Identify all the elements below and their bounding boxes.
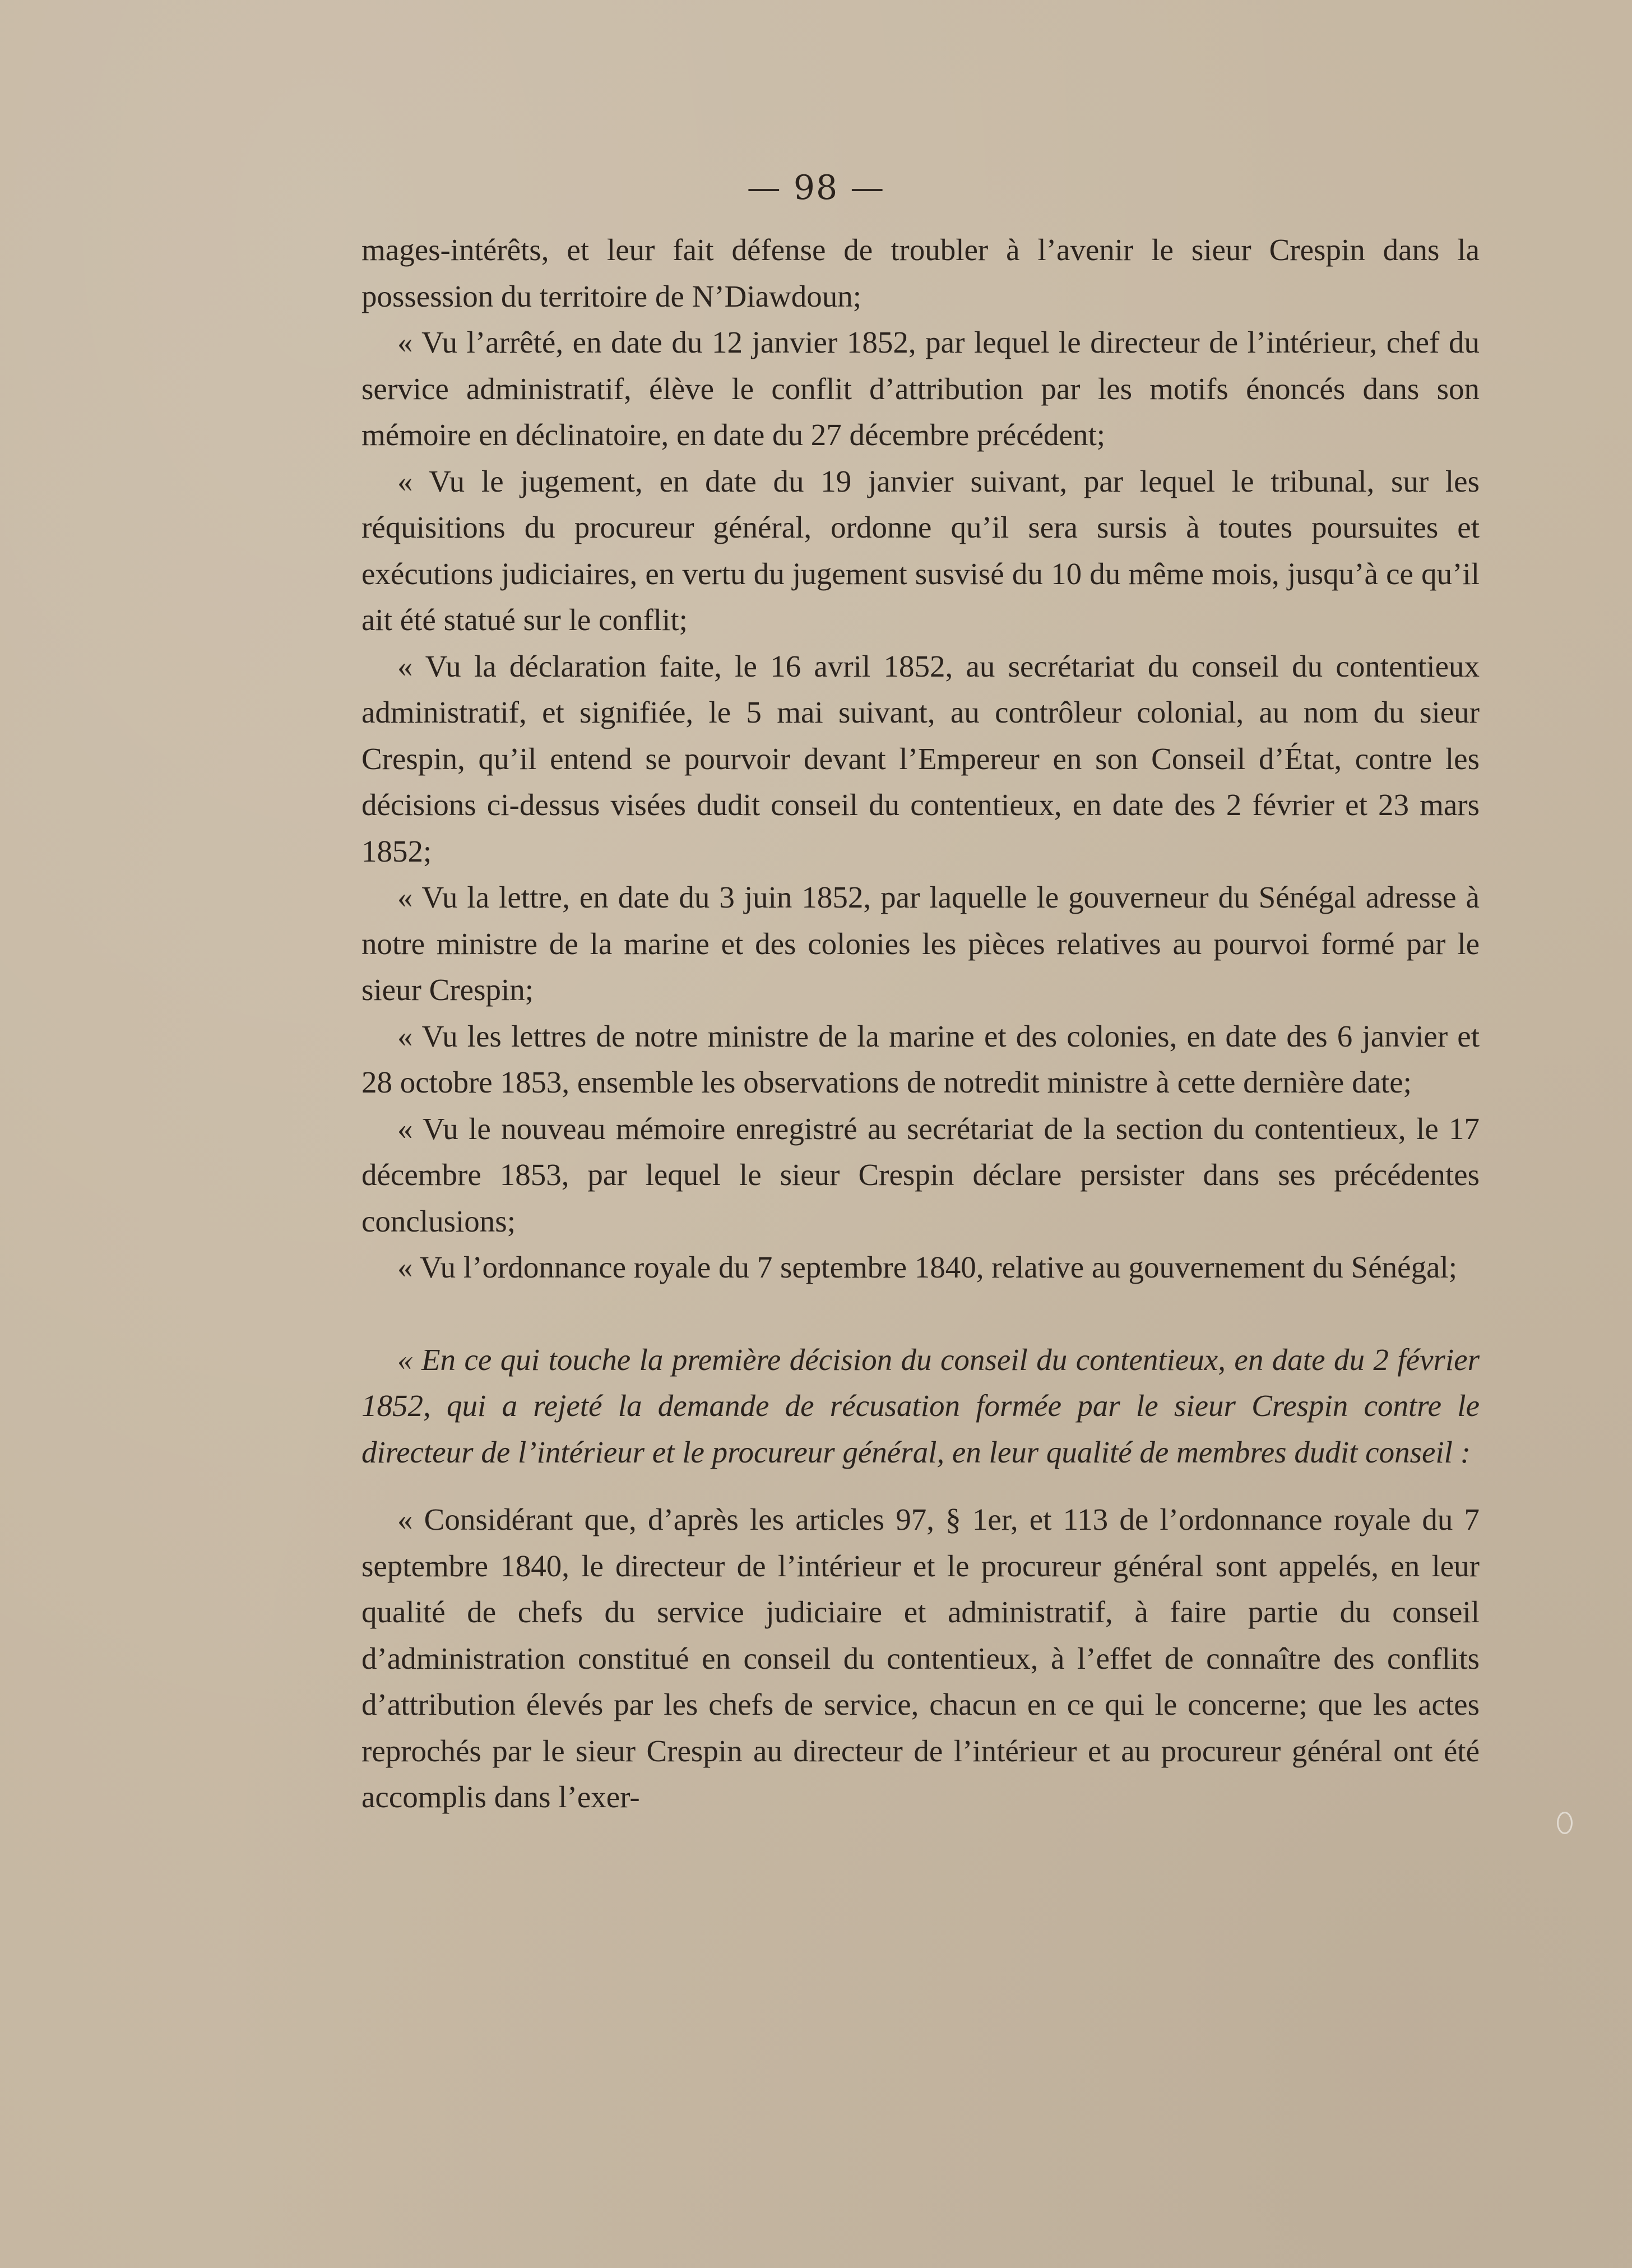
paragraph-vu-declaration: « Vu la déclaration faite, le 16 avril 1852, au secrétariat du conseil du contentieux administratif, et signifiée, le 5 mai suivant, au contrôleur colonial, au nom du sieur Crespin, qu’il entend se pourvoir devant l’Empereur en son Conseil d’État, contre les décisions ci-dessus visées dudit conseil du contentieux, en date des 2 février et 23 mars 1852; — [361, 649, 1480, 868]
paragraph-vu-memoire: « Vu le nouveau mémoire enregistré au secrétariat de la section du contentieux, le 17 décembre 1853, par lequel le sieur Crespin déclare persister dans ses précédentes conclusions; — [361, 1111, 1480, 1238]
body-text — [361, 227, 1480, 1821]
paragraph-vu-lettre: « Vu la lettre, en date du 3 juin 1852, par laquelle le gouverneur du Sénégal adresse à notre ministre de la marine et des colonies les pièces relatives au pourvoi formé par le sieur Crespin; — [361, 880, 1480, 1007]
margin-mark — [1557, 1812, 1573, 1834]
paragraph-vu-lettres-ministre: « Vu les lettres de notre ministre de la marine et des colonies, en date des 6 janvier et 28 octobre 1853, ensemble les observations de notredit ministre à cette dernière date; — [361, 1019, 1480, 1099]
paragraph-considerant: « Considérant que, d’après les articles 97, § 1er, et 113 de l’ordonnance royale du 7 septembre 1840, le directeur de l’intérieur et le procureur général sont appelés, en leur qualité de chefs du service judiciaire et administratif, à faire partie du conseil d’administration constitué en conseil du contentieux, à l’effet de connaître des conflits d’attribution élevés par les chefs de service, chacun en ce qui le concerne; que les actes reprochés par le sieur Crespin au directeur de l’intérieur et au procureur général ont été accomplis dans l’exer- — [361, 1502, 1480, 1814]
paragraph-vu-jugement: « Vu le jugement, en date du 19 janvier suivant, par lequel le tribunal, sur les réquisitions du procureur général, ordonne qu’il sera sursis à toutes poursuites et exécutions judiciaires, en vertu du jugement susvisé du 10 du même mois, jusqu’à ce qu’il ait été statué sur le conflit; — [361, 464, 1480, 637]
paragraph-vu-ordonnance: « Vu l’ordonnance royale du 7 septembre 1840, relative au gouvernement du Sénégal; — [397, 1250, 1458, 1284]
paragraph-vu-arrete: « Vu l’arrêté, en date du 12 janvier 1852, par lequel le directeur de l’intérieur, chef du service administratif, élève le conflit d’attribution par les motifs énoncés dans son mémoire en déclinatoire, en date du 27 décembre précédent; — [361, 325, 1480, 452]
paragraph-en-ce-qui-touche: « En ce qui touche la première décision du conseil du contentieux, en date du 2 février 1852, qui a rejeté la demande de récusation formée par le sieur Crespin contre le directeur de l’intérieur et le procureur général, en leur qualité de membres dudit conseil : — [361, 1342, 1480, 1469]
paragraph-continuation: mages-intérêts, et leur fait défense de troubler à l’avenir le sieur Crespin dans la possession du territoire de N’Diawdoun; — [361, 233, 1480, 313]
page-number: — 98 — — [747, 168, 885, 207]
